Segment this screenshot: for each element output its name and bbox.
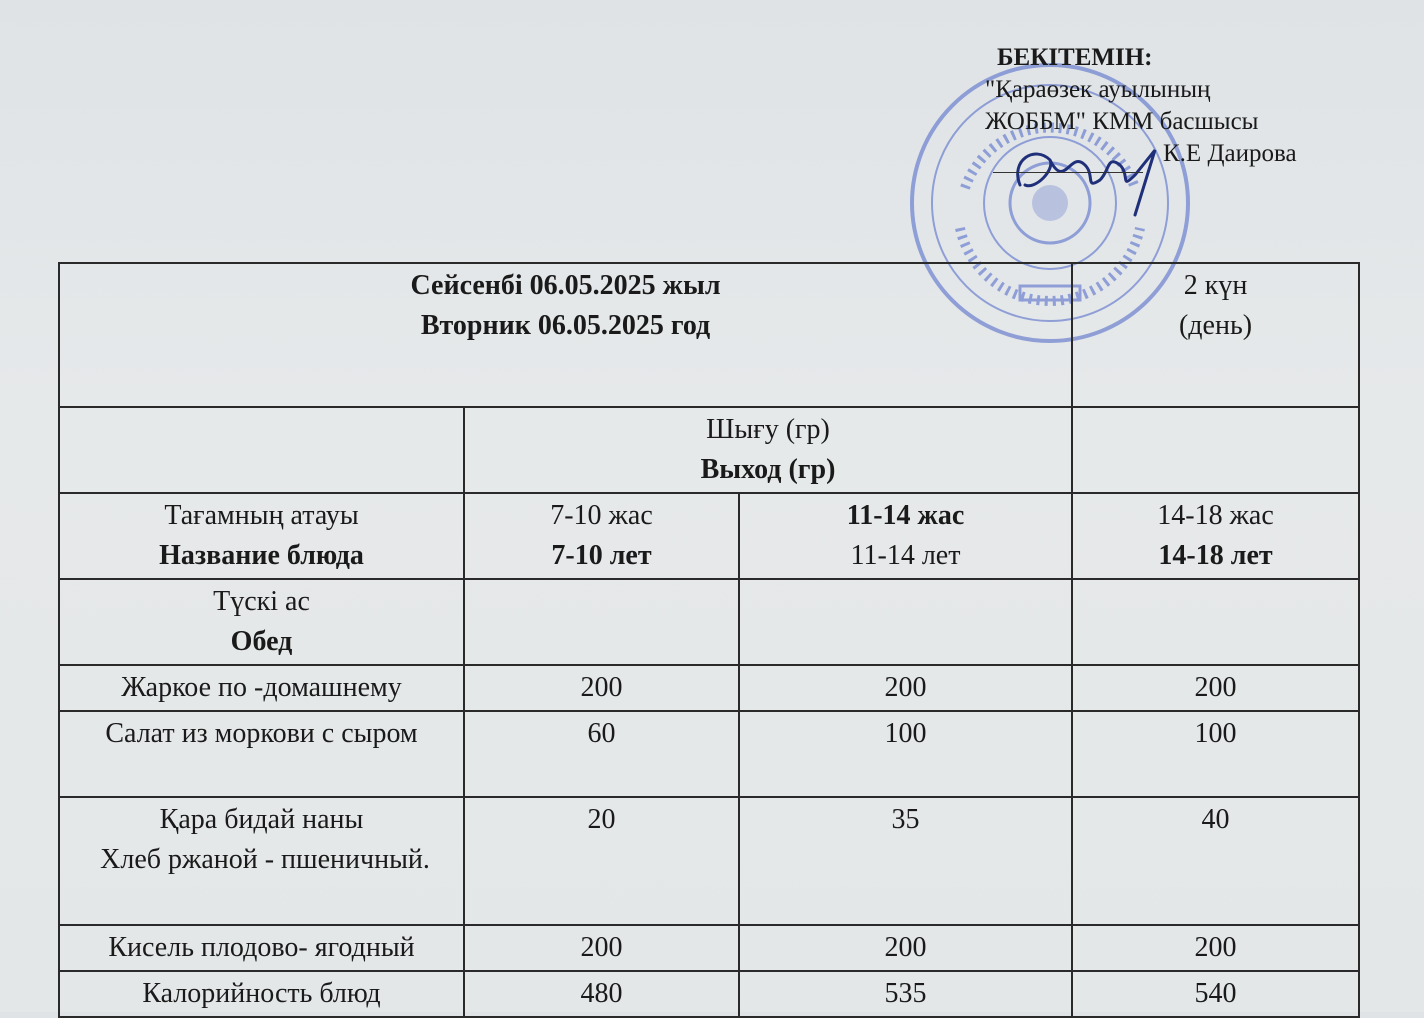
age-ru: 7-10 лет <box>551 540 652 571</box>
column-header-row <box>59 493 1359 579</box>
portion-11-14: 35 <box>739 797 1072 925</box>
portion-7-10: 200 <box>464 665 739 711</box>
age-header-14-18 <box>1072 493 1359 579</box>
empty-cell <box>1072 579 1359 665</box>
table-row <box>59 971 1359 1017</box>
portion-7-10: 60 <box>464 711 739 797</box>
dish-name-kz: Қара бидай наны <box>159 804 364 835</box>
portion-14-18: 100 <box>1072 711 1359 797</box>
portion-14-18: 40 <box>1072 797 1359 925</box>
empty-cell <box>464 579 739 665</box>
meal-cell <box>59 579 464 665</box>
age-kz: 7-10 жас <box>550 500 653 531</box>
date-title-kz: Сейсенбі 06.05.2025 жыл <box>410 270 721 301</box>
dish-name <box>59 797 464 925</box>
approval-org-line1: "Қараөзек ауылының <box>985 76 1211 103</box>
age-ru: 14-18 лет <box>1158 540 1273 571</box>
portion-7-10: 20 <box>464 797 739 925</box>
dish-name: Салат из моркови с сыром <box>59 711 464 797</box>
table-row <box>59 711 1359 797</box>
menu-table <box>58 262 1360 1018</box>
day-number: 2 күн <box>1183 270 1248 301</box>
output-kz: Шығу (гр) <box>706 414 830 445</box>
table-row <box>59 665 1359 711</box>
portion-11-14: 200 <box>739 925 1072 971</box>
dish-name: Кисель плодово- ягодный <box>59 925 464 971</box>
calories-7-10: 480 <box>464 971 739 1017</box>
approval-block <box>985 42 1345 178</box>
age-header-11-14 <box>739 493 1072 579</box>
output-ru: Выход (гр) <box>700 454 836 485</box>
dish-header-kz: Тағамның атауы <box>164 500 359 531</box>
portion-14-18: 200 <box>1072 665 1359 711</box>
approval-org-line2: ЖОББМ" КММ басшысы <box>985 108 1259 135</box>
table-row <box>59 797 1359 925</box>
calories-11-14: 535 <box>739 971 1072 1017</box>
meal-row <box>59 579 1359 665</box>
dish-header-ru: Название блюда <box>159 540 364 571</box>
meal-ru: Обед <box>230 626 293 657</box>
director-name: К.Е Даирова <box>1163 140 1297 167</box>
age-ru: 11-14 лет <box>850 540 961 571</box>
meal-kz: Түскі ас <box>213 586 310 617</box>
approval-heading: БЕКІТЕМІН: <box>997 44 1153 71</box>
date-title-cell <box>59 263 1072 407</box>
dish-header-cell <box>59 493 464 579</box>
empty-cell <box>59 407 464 493</box>
output-header-cell <box>464 407 1072 493</box>
age-header-7-10 <box>464 493 739 579</box>
age-kz: 11-14 жас <box>846 500 965 531</box>
table-title-row <box>59 263 1359 407</box>
portion-7-10: 200 <box>464 925 739 971</box>
portion-11-14: 200 <box>739 665 1072 711</box>
day-label: (день) <box>1178 310 1253 341</box>
portion-11-14: 100 <box>739 711 1072 797</box>
portion-14-18: 200 <box>1072 925 1359 971</box>
signature-line <box>993 172 1143 173</box>
dish-name: Жаркое по -домашнему <box>59 665 464 711</box>
output-header-row <box>59 407 1359 493</box>
signature-row <box>985 138 1345 178</box>
empty-cell <box>1072 407 1359 493</box>
calories-14-18: 540 <box>1072 971 1359 1017</box>
empty-cell <box>739 579 1072 665</box>
day-cell <box>1072 263 1359 407</box>
date-title-ru: Вторник 06.05.2025 год <box>420 310 711 341</box>
calories-label: Калорийность блюд <box>59 971 464 1017</box>
table-row <box>59 925 1359 971</box>
dish-name-ru: Хлеб ржаной - пшеничный. <box>93 844 430 875</box>
age-kz: 14-18 жас <box>1157 500 1274 531</box>
